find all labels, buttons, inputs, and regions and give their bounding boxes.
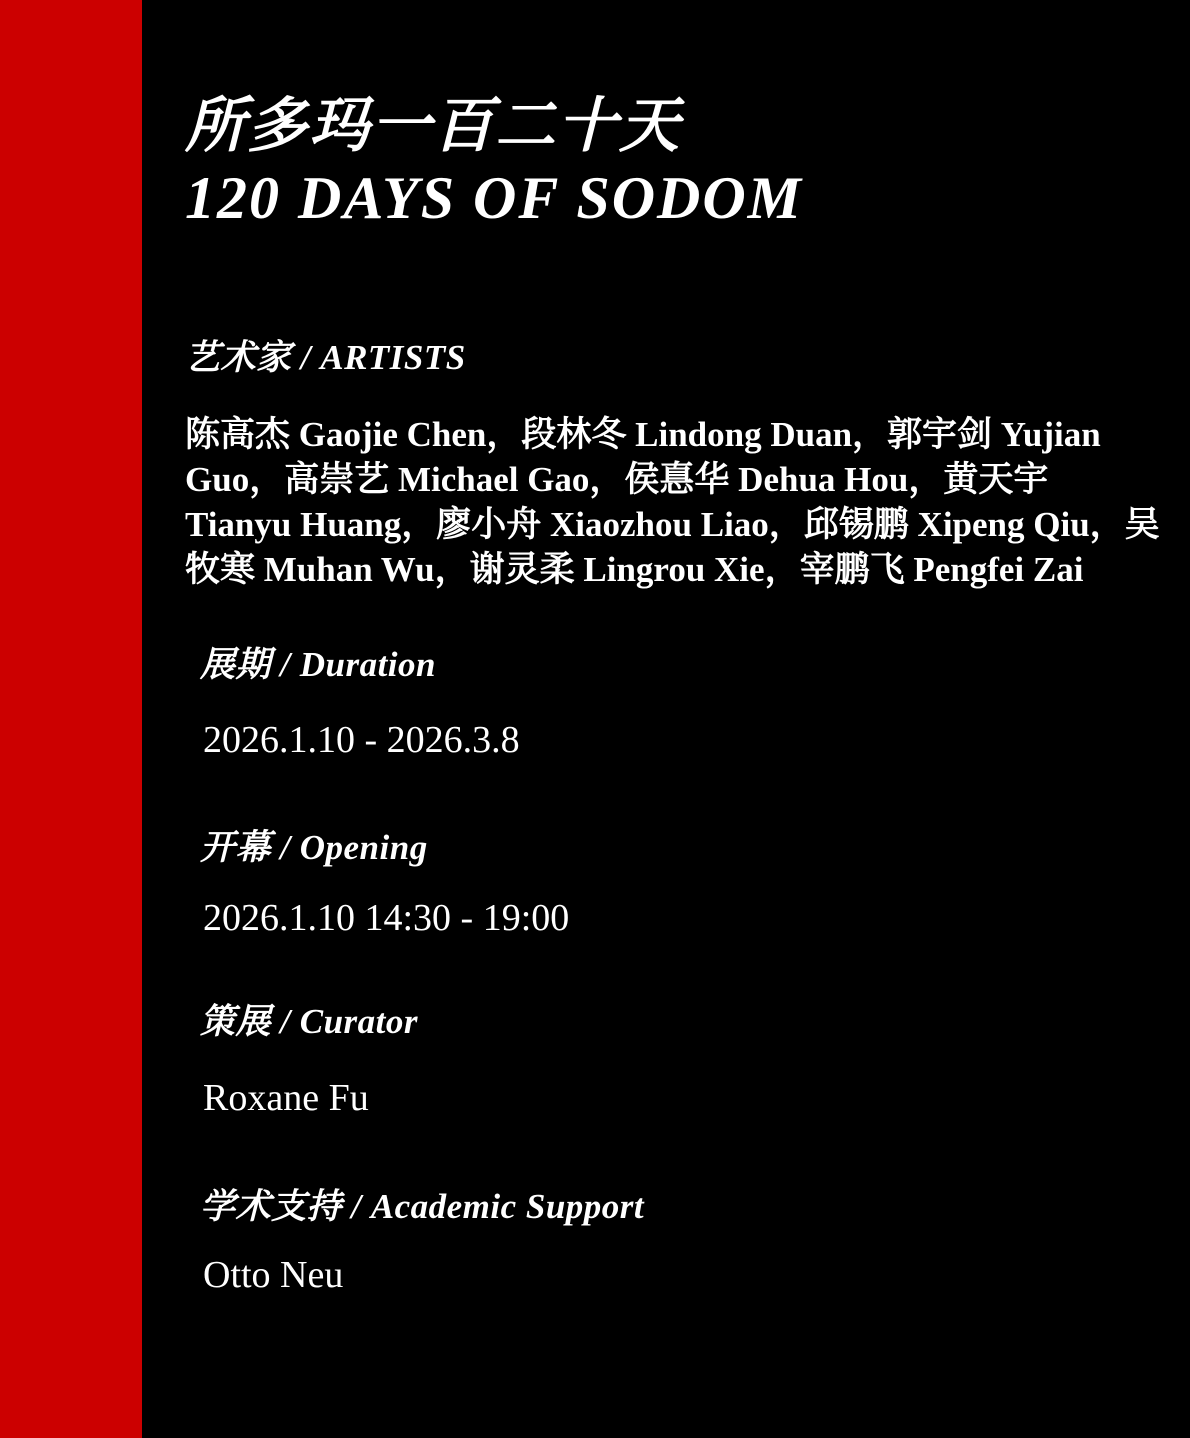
opening-datetime: 2026.1.10 14:30 - 19:00	[203, 897, 570, 939]
duration-dates: 2026.1.10 - 2026.3.8	[203, 719, 520, 761]
left-accent-stripe	[0, 0, 142, 1438]
exhibition-title-english: 120 DAYS OF SODOM	[185, 165, 804, 231]
academic-support-name: Otto Neu	[203, 1254, 344, 1296]
artists-list: 陈高杰 Gaojie Chen，段林冬 Lindong Duan，郭宇剑 Yujian Guo，高崇艺 Michael Gao，侯惪华 Dehua Hou，黄天宇 Tianyu Huang，廖小舟 Xiaozhou Liao，邱锡鹏 Xipeng Qiu，吴牧寒 Muhan Wu，谢灵柔 Lingrou Xie，宰鹏飞 Pengfei Zai	[185, 415, 1160, 589]
exhibition-title-chinese: 所多玛一百二十天	[185, 93, 681, 159]
academic-support-section-label: 学术支持 / Academic Support	[200, 1187, 645, 1226]
curator-section-label: 策展 / Curator	[200, 1002, 418, 1041]
exhibition-title	[185, 90, 803, 234]
curator-name: Roxane Fu	[203, 1077, 369, 1119]
artists-section-label: 艺术家 / ARTISTS	[185, 338, 466, 377]
duration-section-label: 展期 / Duration	[200, 645, 436, 684]
opening-section-label: 开幕 / Opening	[200, 828, 428, 867]
